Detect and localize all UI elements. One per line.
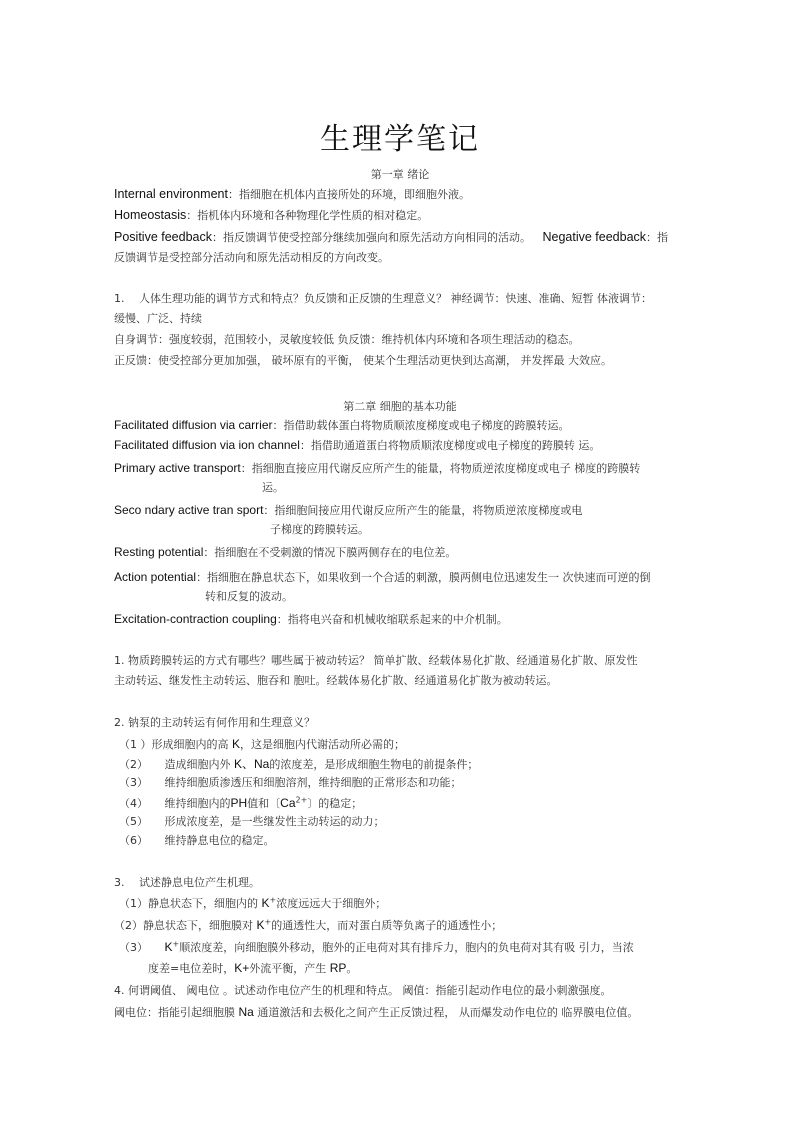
term-primary-active-transport bbox=[114, 461, 640, 476]
term-def: ：指机体内环境和各种物理化学性质的相对稳定。 bbox=[186, 209, 429, 222]
term-def: ：指细胞在不受刺激的情况下膜两侧存在的电位差。 bbox=[203, 546, 457, 559]
list-text: 。 bbox=[346, 962, 358, 975]
superscript: + bbox=[264, 917, 272, 927]
list-text: Ca bbox=[280, 796, 296, 810]
term-def: ：指细胞在机体内直接所处的环境，即细胞外液。 bbox=[227, 188, 470, 201]
term-en: Homeostasis bbox=[114, 208, 187, 222]
term-en: Facilitated diffusion via ion channel bbox=[114, 438, 300, 452]
term-en: Internal environment bbox=[114, 187, 228, 201]
list-text: 浓度远远大于细胞外； bbox=[276, 897, 387, 910]
list-item bbox=[148, 961, 357, 976]
question-1-line: 自身调节：强度较弱，范围较小，灵敏度较低 负反馈：维持机体内环境和各项生理活动的稳态。 bbox=[114, 333, 580, 346]
list-item bbox=[119, 737, 405, 752]
term-en: Action potential bbox=[114, 570, 197, 584]
list-text: 顺浓度差，向细胞膜外移动，胞外的正电荷对其有排斥力，胞内的负电荷对其有吸 引力，当浓 bbox=[179, 941, 634, 954]
paragraph-line: 反馈调节是受控部分活动向和原先活动相反的方向改变。 bbox=[114, 251, 389, 264]
list-text: 值和〔 bbox=[247, 797, 281, 810]
question-1-line: 正反馈：使受控部分更加加强， 破坏原有的平衡， 使某个生理活动更快到达高潮， 并发挥最 大效应。 bbox=[114, 354, 612, 367]
paragraph-line: 转和反复的波动。 bbox=[205, 590, 293, 603]
list-item bbox=[119, 940, 634, 955]
superscript: 2+ bbox=[295, 795, 308, 805]
document-title: 生理学笔记 bbox=[320, 122, 480, 157]
question-4-line bbox=[114, 1005, 638, 1020]
list-text: （2） 造成细胞内外 bbox=[119, 758, 234, 771]
chapter-2-heading: 第二章 细胞的基本功能 bbox=[343, 400, 457, 413]
term-facilitated-carrier bbox=[114, 418, 570, 433]
term-facilitated-channel bbox=[114, 438, 600, 453]
question-4-line: 4. 何谓阈值、 阈电位 。试述动作电位产生的机理和特点。 阈值：指能引起动作电位的最小刺激强度。 bbox=[114, 984, 612, 997]
term-en: Primary active transport bbox=[114, 461, 241, 475]
list-text: 度差=电位差时， bbox=[148, 962, 235, 975]
term-homeostasis bbox=[114, 208, 428, 223]
list-text: K bbox=[232, 737, 241, 751]
term-resting-potential bbox=[114, 545, 456, 560]
list-item bbox=[114, 918, 502, 933]
chapter-1-heading: 第一章 绪论 bbox=[370, 168, 430, 181]
term-en: Facilitated diffusion via carrier bbox=[114, 418, 273, 432]
list-item: （3） 维持细胞质渗透压和细胞溶剂，维持细胞的正常形态和功能； bbox=[119, 776, 462, 789]
question-1-line: 1. 人体生理功能的调节方式和特点？负反馈和正反馈的生理意义？ 神经调节：快速、准确、短暂 体液调节： bbox=[114, 292, 652, 305]
list-text: ，这是细胞内代谢活动所必需的； bbox=[240, 738, 406, 751]
term-def: ：指借助载体蛋白将物质顺浓度梯度或电子梯度的跨膜转运。 bbox=[272, 419, 570, 432]
question-1-line: 缓慢、广泛、持续 bbox=[114, 312, 202, 325]
list-item: （6） 维持静息电位的稳定。 bbox=[119, 834, 275, 847]
list-text: RP bbox=[329, 961, 347, 975]
term-en: Negative feedback bbox=[542, 230, 647, 244]
term-en: Positive feedback bbox=[114, 230, 212, 244]
list-text: K+ bbox=[234, 961, 250, 975]
list-item bbox=[119, 796, 362, 811]
list-text: （1）静息状态下，细胞内的 bbox=[119, 897, 262, 910]
term-def: ：指细胞直接应用代谢反应所产生的能量，将物质逆浓度梯度或电子 梯度的跨膜转 bbox=[240, 462, 641, 475]
list-text: K bbox=[261, 896, 270, 910]
term-en: Seco ndary active tran sport bbox=[114, 503, 264, 517]
list-text: 阈电位：指能引起细胞膜 bbox=[114, 1006, 239, 1019]
term-def: ：指细胞间接应用代谢反应所产生的能量，将物质逆浓度梯度或电 bbox=[263, 504, 583, 517]
list-text: （2）静息状态下，细胞膜对 bbox=[114, 919, 257, 932]
term-secondary-active-transport bbox=[114, 503, 582, 518]
list-item bbox=[119, 896, 386, 911]
question-3-heading: 3. 试述静息电位产生机理。 bbox=[114, 876, 260, 889]
term-def: ：指 bbox=[646, 231, 669, 244]
superscript: + bbox=[269, 895, 277, 905]
term-def: ：指反馈调节使受控部分继续加强向和原先活动方向相同的活动。 bbox=[211, 231, 531, 244]
list-text: 的浓度差，是形成细胞生物电的前提条件； bbox=[269, 758, 479, 771]
term-en: Resting potential bbox=[114, 545, 204, 559]
paragraph-line: 运。 bbox=[262, 481, 284, 494]
superscript: + bbox=[172, 939, 180, 949]
term-action-potential bbox=[114, 570, 651, 585]
paragraph-line: 子梯度的跨膜转运。 bbox=[270, 523, 369, 536]
term-excitation-contraction bbox=[114, 612, 508, 627]
term-internal-environment bbox=[114, 187, 470, 202]
list-text: 〕的稳定； bbox=[307, 797, 363, 810]
list-text: （3） bbox=[119, 941, 165, 954]
question-1-line: 主动转运、继发性主动转运、胞吞和 胞吐。经载体易化扩散、经通道易化扩散为被动转运。 bbox=[114, 674, 558, 687]
term-en: Excitation-contraction coupling bbox=[114, 612, 277, 626]
list-text: 的通透性大，而对蛋白质等负离子的通透性小； bbox=[271, 919, 503, 932]
term-def: ：指借助通道蛋白将物质顺浓度梯度或电子梯度的跨膜转 运。 bbox=[299, 439, 601, 452]
list-text: （4） 维持细胞内的 bbox=[119, 797, 231, 810]
list-item bbox=[119, 757, 478, 772]
list-text: 通道激活和去极化之间产生正反馈过程， 从而爆发动作电位的 临界膜电位值。 bbox=[253, 1006, 639, 1019]
question-2-heading: 2. 钠泵的主动转运有何作用和生理意义？ bbox=[114, 716, 315, 729]
term-def: ：指将电兴奋和机械收缩联系起来的中介机制。 bbox=[276, 613, 508, 626]
list-text: Na bbox=[238, 1005, 254, 1019]
list-text: K、Na bbox=[234, 757, 270, 771]
question-1-line: 1. 物质跨膜转运的方式有哪些？哪些属于被动转运？ 简单扩散、经载体易化扩散、经通道易化扩散、原发性 bbox=[114, 654, 638, 667]
term-positive-feedback bbox=[114, 230, 668, 245]
term-def: ：指细胞在静息状态下，如果收到一个合适的刺激，膜两侧电位迅速发生一 次快速而可逆的倒 bbox=[196, 571, 651, 584]
list-text: （1 ）形成细胞内的高 bbox=[119, 738, 232, 751]
list-text: K bbox=[164, 940, 173, 954]
list-item: （5） 形成浓度差，是一些继发性主动转运的动力； bbox=[119, 815, 385, 828]
list-text: 外流平衡，产生 bbox=[249, 962, 330, 975]
list-text: PH bbox=[230, 796, 248, 810]
list-text: K bbox=[256, 918, 265, 932]
